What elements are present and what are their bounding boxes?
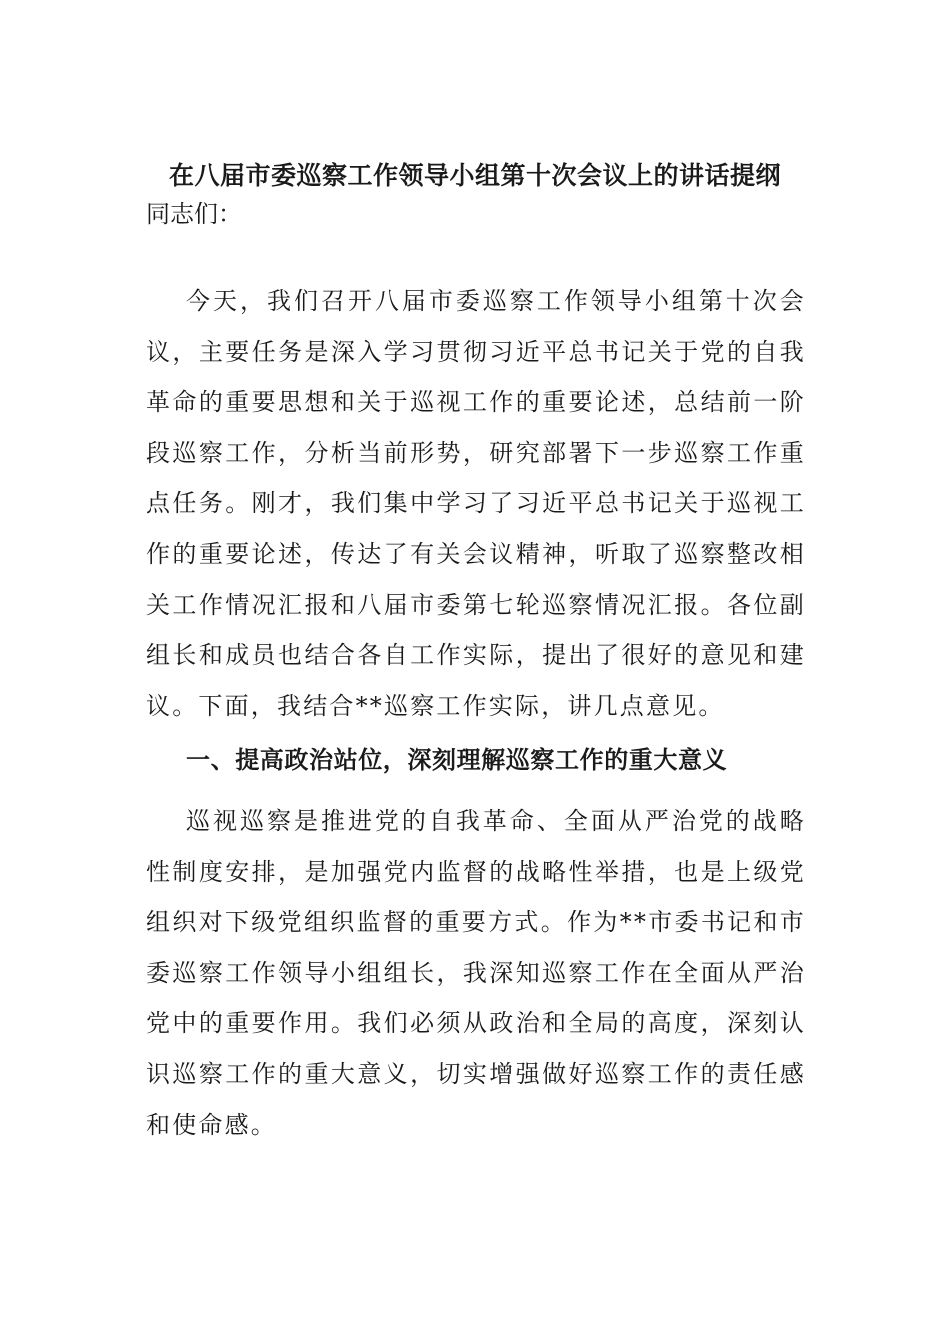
- section-heading-1: 一、提高政治站位，深刻理解巡察工作的重大意义: [186, 745, 728, 774]
- document-title: 在八届市委巡察工作领导小组第十次会议上的讲话提纲: [168, 161, 781, 190]
- body-paragraph-section-1: 巡视巡察是推进党的自我革命、全面从严治党的战略性制度安排，是加强党内监督的战略性举措，也是上级党组织对下级党组织监督的重要方式。作为**市委书记和市委巡察工作领导小组组长，我深知巡察工作在全面从严治党中的重要作用。我们必须从政治和全局的高度，深刻认识巡察工作的重大意义，切实增强做好巡察工作的责任感和使命感。: [146, 807, 806, 1139]
- salutation: 同志们：: [146, 200, 242, 228]
- body-paragraph-opening: 今天，我们召开八届市委巡察工作领导小组第十次会议，主要任务是深入学习贯彻习近平总书记关于党的自我革命的重要思想和关于巡视工作的重要论述，总结前一阶段巡察工作，分析当前形势，研究部署下一步巡察工作重点任务。刚才，我们集中学习了习近平总书记关于巡视工作的重要论述，传达了有关会议精神，听取了巡察整改相关工作情况汇报和八届市委第七轮巡察情况汇报。各位副组长和成员也结合各自工作实际，提出了很好的意见和建议。下面，我结合**巡察工作实际，讲几点意见。: [146, 287, 806, 720]
